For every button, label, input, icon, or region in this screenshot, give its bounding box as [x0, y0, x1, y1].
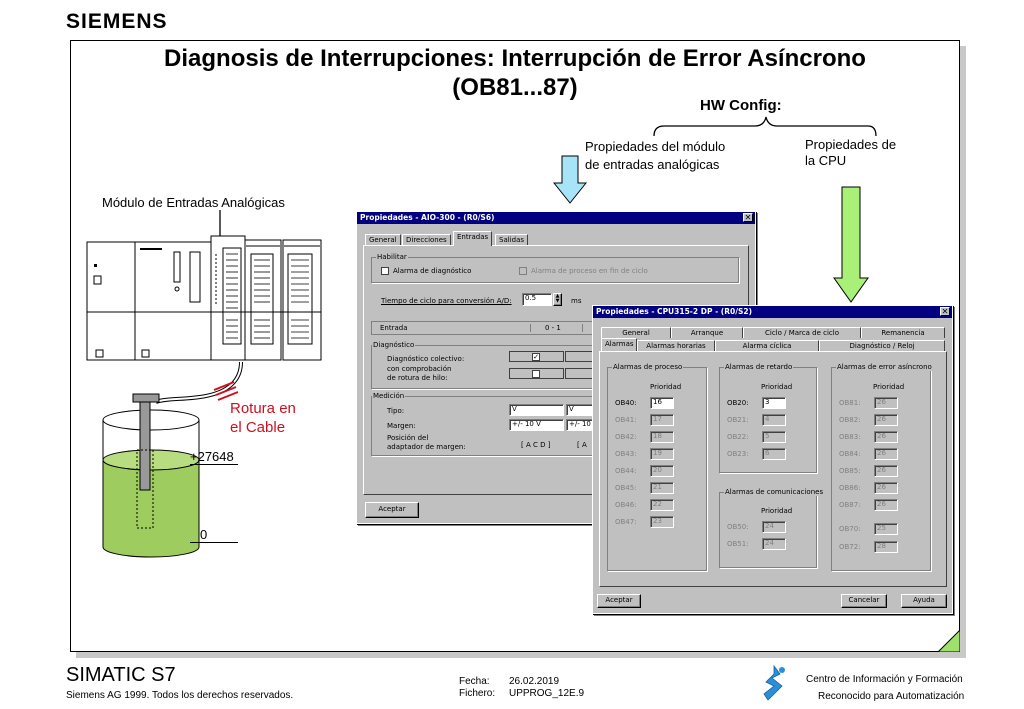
posicion-value: [ A C D ]	[521, 441, 551, 449]
comm-alarm-priority-input[interactable]: 24	[762, 538, 786, 550]
footer-copyright: Siemens AG 1999. Todos los derechos reservados.	[66, 690, 294, 701]
margen-select[interactable]: +/- 10 V	[509, 419, 564, 431]
sensor-tank-illustration	[96, 362, 266, 562]
plc-rack-illustration	[86, 234, 326, 364]
async-alarm-priority-input[interactable]: 26	[874, 397, 898, 409]
tab-general[interactable]: General	[365, 234, 401, 245]
async-alarm-priority-input[interactable]: 26	[874, 448, 898, 460]
max-value-label: +27648	[190, 449, 238, 465]
close-icon[interactable]: ✕	[941, 307, 949, 316]
tab-alarmas-horarias[interactable]: Alarmas horarias	[637, 340, 715, 351]
training-center-logo-icon	[760, 664, 794, 704]
process-alarm-ob-label: OB44:	[615, 467, 637, 475]
footer-fichero-label: Fichero:	[459, 688, 496, 699]
wire-break-check-label1: con comprobación	[387, 365, 452, 373]
proceso-prioridad-label: Prioridad	[650, 383, 682, 391]
diag-collective-label: Diagnóstico colectivo:	[387, 355, 465, 363]
comm-alarms-group: Alarmas de comunicaciones	[719, 492, 817, 568]
wire-break-cell-2	[565, 368, 595, 379]
title-line2: (OB81...87)	[452, 74, 578, 101]
process-alarm-ob-label: OB46:	[615, 501, 637, 509]
min-value-label: 0	[190, 527, 238, 543]
footer-centro: Centro de Información y Formación	[806, 674, 963, 685]
process-alarms-group: Alarmas de proceso	[607, 367, 707, 571]
posicion-label1: Posición del	[387, 434, 429, 442]
tab-remanencia[interactable]: Remanencia	[861, 327, 945, 338]
cycle-time-input[interactable]: 0.5	[522, 293, 552, 306]
process-alarm-label: Alarma de proceso en fin de ciclo	[531, 267, 648, 275]
module-label: Módulo de Entradas Analógicas	[102, 195, 285, 210]
delay-alarm-ob-label: OB20:	[727, 399, 749, 407]
process-alarm-priority-input[interactable]: 20	[650, 465, 674, 477]
async-alarm-priority-input[interactable]: 28	[874, 541, 898, 553]
wire-break-checkbox[interactable]	[532, 370, 540, 378]
down-arrow-green-icon	[833, 186, 869, 304]
margen-select-2[interactable]: +/- 10	[566, 419, 596, 431]
aio-aceptar-button[interactable]: Aceptar	[365, 502, 419, 518]
footer-fecha-value: 26.02.2019	[509, 676, 560, 687]
process-alarm-ob-label: OB42:	[615, 433, 637, 441]
posicion-label2: adaptador de margen:	[387, 443, 466, 451]
margen-label: Margen:	[387, 422, 416, 430]
async-alarm-ob-label: OB82:	[839, 416, 861, 424]
cpu-dialog-titlebar: Propiedades - CPU315-2 DP - (R0/S2) ✕	[593, 306, 952, 318]
process-alarm-ob-label: OB41:	[615, 416, 637, 424]
asincrono-prioridad-label: Prioridad	[873, 383, 905, 391]
delay-alarm-ob-label: OB23:	[727, 450, 749, 458]
cycle-time-unit: ms	[571, 297, 582, 305]
diag-collective-checkbox[interactable]: ✓	[533, 353, 539, 361]
async-alarm-priority-input[interactable]: 26	[874, 499, 898, 511]
async-alarm-ob-label: OB70:	[839, 525, 861, 533]
tipo-select[interactable]: V	[509, 404, 564, 416]
down-arrow-blue-icon	[553, 155, 587, 205]
async-error-alarms-group: Alarmas de error asíncrono	[831, 367, 931, 571]
tab-alarma-ciclica[interactable]: Alarma cíclica	[715, 340, 819, 351]
diag-collective-cell-2	[565, 351, 595, 362]
tab-ciclo[interactable]: Ciclo / Marca de ciclo	[743, 327, 861, 338]
delay-alarm-priority-input[interactable]: 5	[762, 431, 786, 443]
process-alarm-priority-input[interactable]: 23	[650, 516, 674, 528]
cpu-aceptar-button[interactable]: Aceptar	[597, 594, 641, 608]
process-alarm-priority-input[interactable]: 19	[650, 448, 674, 460]
process-alarm-ob-label: OB40:	[615, 399, 637, 407]
delay-alarm-ob-label: OB21:	[727, 416, 749, 424]
close-icon[interactable]: ✕	[744, 213, 752, 222]
delay-alarms-group: Alarmas de retardo	[719, 367, 817, 473]
async-alarm-priority-input[interactable]: 26	[874, 431, 898, 443]
posicion-value-2: [ A	[577, 441, 587, 449]
diag-alarm-label: Alarma de diagnóstico	[393, 267, 472, 275]
process-alarm-ob-label: OB45:	[615, 484, 637, 492]
page-corner-icon	[938, 630, 960, 652]
cycle-time-spinner[interactable]: ▲ ▼	[553, 293, 562, 306]
async-alarm-priority-input[interactable]: 25	[874, 523, 898, 535]
footer-reconocido: Reconocido para Automatización	[818, 691, 965, 702]
title-line1: Diagnosis de Interrupciones: Interrupción de Error Asíncrono	[164, 45, 866, 72]
tab-salidas[interactable]: Salidas	[495, 234, 528, 245]
async-alarm-priority-input[interactable]: 26	[874, 414, 898, 426]
cpu-ayuda-button[interactable]: Ayuda	[901, 594, 947, 608]
comm-alarm-priority-input[interactable]: 24	[762, 521, 786, 533]
tab-cpu-general[interactable]: General	[601, 327, 671, 338]
async-alarm-priority-input[interactable]: 26	[874, 482, 898, 494]
delay-alarm-priority-input[interactable]: 6	[762, 448, 786, 460]
delay-alarm-priority-input[interactable]: 4	[762, 414, 786, 426]
wire-break-label: Rotura en el Cable	[230, 400, 296, 436]
process-alarm-priority-input[interactable]: 18	[650, 431, 674, 443]
footer-fichero-value: UPPROG_12E.9	[509, 688, 585, 699]
diag-alarm-checkbox[interactable]	[381, 267, 389, 275]
delay-alarm-priority-input[interactable]: 3	[762, 397, 786, 409]
hwconfig-brace	[650, 114, 880, 138]
cycle-time-label: Tiempo de ciclo para conversión A/D:	[381, 297, 512, 305]
async-alarm-ob-label: OB72:	[839, 543, 861, 551]
wire-break-check-label2: de rotura de hilo:	[387, 374, 448, 382]
async-alarm-priority-input[interactable]: 26	[874, 465, 898, 477]
tab-diagnostico-reloj[interactable]: Diagnóstico / Reloj	[819, 340, 945, 351]
module-props-label: Propiedades del módulo de entradas analógicas	[585, 139, 726, 172]
delay-alarm-ob-label: OB22:	[727, 433, 749, 441]
habilitar-group: Habilitar	[371, 257, 739, 283]
comm-alarm-ob-label: OB51:	[727, 540, 749, 548]
async-alarm-ob-label: OB83:	[839, 433, 861, 441]
diagnostico-group: Diagnóstico	[371, 345, 749, 389]
tab-arranque[interactable]: Arranque	[671, 327, 743, 338]
async-alarm-ob-label: OB84:	[839, 450, 861, 458]
footer-fecha-label: Fecha:	[459, 676, 490, 687]
comm-alarm-ob-label: OB50:	[727, 523, 749, 531]
process-alarm-priority-input[interactable]: 16	[650, 397, 674, 409]
process-alarm-ob-label: OB47:	[615, 518, 637, 526]
process-alarm-checkbox[interactable]	[519, 267, 527, 275]
medicion-group: Medición	[371, 396, 749, 456]
process-alarm-priority-input[interactable]: 21	[650, 482, 674, 494]
process-alarm-ob-label: OB43:	[615, 450, 637, 458]
cpu-cancelar-button[interactable]: Cancelar	[841, 594, 887, 608]
col-entrada: Entrada	[380, 324, 408, 332]
async-alarm-ob-label: OB86:	[839, 484, 861, 492]
hwconfig-heading: HW Config:	[700, 97, 782, 114]
process-alarm-priority-input[interactable]: 22	[650, 499, 674, 511]
page-title	[100, 44, 930, 102]
footer-product: SIMATIC S7	[66, 664, 176, 686]
async-alarm-ob-label: OB81:	[839, 399, 861, 407]
process-alarm-priority-input[interactable]: 17	[650, 414, 674, 426]
async-alarm-ob-label: OB85:	[839, 467, 861, 475]
tab-alarmas[interactable]: Alarmas	[601, 338, 637, 351]
col-0-1: 0 - 1	[530, 324, 561, 332]
async-alarm-ob-label: OB87:	[839, 501, 861, 509]
tab-entradas[interactable]: Entradas	[453, 231, 492, 246]
cpu-properties-dialog	[592, 305, 953, 614]
cpu-props-label: Propiedades de la CPU	[805, 137, 897, 168]
aio-dialog-titlebar: Propiedades - AIO-300 - (R0/S6) ✕	[357, 212, 755, 224]
tipo-select-2[interactable]: V	[566, 404, 596, 416]
siemens-logo: SIEMENS	[66, 10, 168, 33]
tab-direcciones[interactable]: Direcciones	[402, 234, 451, 245]
comunic-prioridad-label: Prioridad	[761, 507, 793, 515]
tipo-label: Tipo:	[387, 407, 405, 415]
retardo-prioridad-label: Prioridad	[761, 383, 793, 391]
